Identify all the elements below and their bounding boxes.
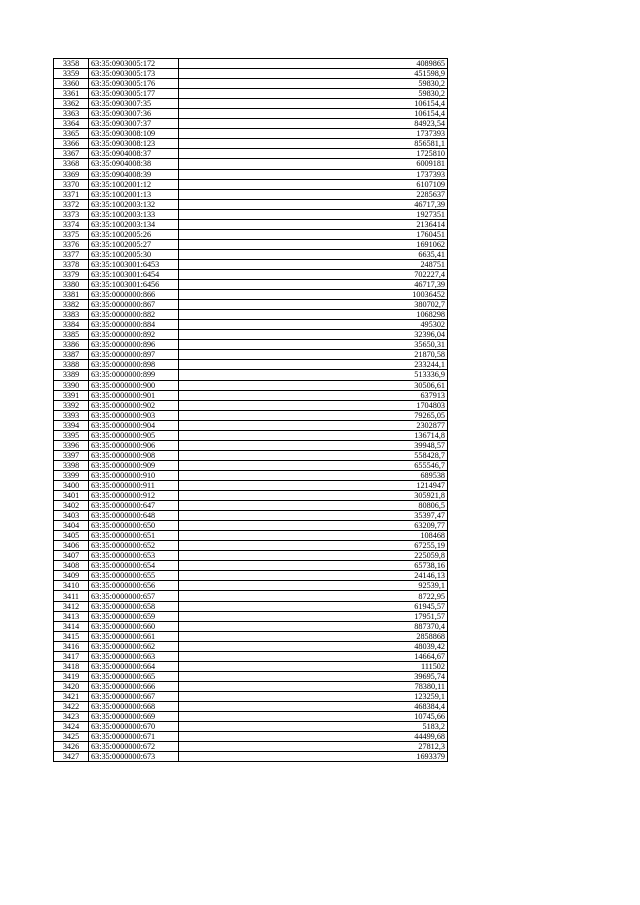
cadastral-number-cell: 63:35:0000000:667: [89, 691, 179, 701]
table-row: [54, 722, 448, 732]
row-number-cell: 3375: [54, 229, 89, 239]
cadastral-number-cell: 63:35:0903005:172: [89, 59, 179, 69]
row-number-cell: 3371: [54, 189, 89, 199]
table-row: [54, 300, 448, 310]
cadastral-number-cell: 63:35:0000000:904: [89, 420, 179, 430]
cadastral-number-cell: 63:35:1002003:134: [89, 219, 179, 229]
value-cell: 655546,7: [179, 460, 448, 470]
row-number-cell: 3395: [54, 430, 89, 440]
value-cell: 46717,39: [179, 280, 448, 290]
table-row: [54, 661, 448, 671]
table-row: [54, 611, 448, 621]
value-cell: 32396,04: [179, 330, 448, 340]
value-cell: 1725810: [179, 149, 448, 159]
value-cell: 17951,57: [179, 611, 448, 621]
row-number-cell: 3413: [54, 611, 89, 621]
cadastral-number-cell: 63:35:0000000:654: [89, 561, 179, 571]
cadastral-number-cell: 63:35:0903007:37: [89, 119, 179, 129]
table-row: [54, 581, 448, 591]
table-row: [54, 450, 448, 460]
row-number-cell: 3382: [54, 300, 89, 310]
value-cell: 8722,95: [179, 591, 448, 601]
table-row: [54, 470, 448, 480]
cadastral-number-cell: 63:35:0000000:899: [89, 370, 179, 380]
row-number-cell: 3423: [54, 712, 89, 722]
cadastral-number-cell: 63:35:0903007:36: [89, 109, 179, 119]
row-number-cell: 3427: [54, 752, 89, 762]
value-cell: 59830,2: [179, 79, 448, 89]
table-row: [54, 239, 448, 249]
cadastral-number-cell: 63:35:0903008:109: [89, 129, 179, 139]
row-number-cell: 3367: [54, 149, 89, 159]
row-number-cell: 3391: [54, 390, 89, 400]
cadastral-number-cell: 63:35:0000000:900: [89, 380, 179, 390]
value-cell: 1691062: [179, 239, 448, 249]
value-cell: 48039,42: [179, 641, 448, 651]
row-number-cell: 3405: [54, 531, 89, 541]
row-number-cell: 3366: [54, 139, 89, 149]
table-row: [54, 219, 448, 229]
cadastral-number-cell: 63:35:0000000:659: [89, 611, 179, 621]
value-cell: 1214947: [179, 480, 448, 490]
table-row: [54, 591, 448, 601]
value-cell: 21870,58: [179, 350, 448, 360]
cadastral-number-cell: 63:35:0000000:656: [89, 581, 179, 591]
value-cell: 1693379: [179, 752, 448, 762]
table-row: [54, 551, 448, 561]
row-number-cell: 3402: [54, 501, 89, 511]
row-number-cell: 3393: [54, 410, 89, 420]
table-row: [54, 671, 448, 681]
row-number-cell: 3418: [54, 661, 89, 671]
value-cell: 495302: [179, 320, 448, 330]
row-number-cell: 3397: [54, 450, 89, 460]
cadastral-number-cell: 63:35:0000000:663: [89, 651, 179, 661]
value-cell: 305921,8: [179, 491, 448, 501]
value-cell: 1927351: [179, 209, 448, 219]
value-cell: 123259,1: [179, 691, 448, 701]
row-number-cell: 3411: [54, 591, 89, 601]
table-row: [54, 601, 448, 611]
table-row: [54, 259, 448, 269]
cadastral-number-cell: 63:35:0000000:672: [89, 742, 179, 752]
table-row: [54, 199, 448, 209]
table-row: [54, 209, 448, 219]
table-row: [54, 129, 448, 139]
table-row: [54, 480, 448, 490]
table-row: [54, 561, 448, 571]
value-cell: 106154,4: [179, 99, 448, 109]
cadastral-number-cell: 63:35:1002001:13: [89, 189, 179, 199]
value-cell: 248751: [179, 259, 448, 269]
cadastral-number-cell: 63:35:0000000:903: [89, 410, 179, 420]
cadastral-number-cell: 63:35:0000000:650: [89, 521, 179, 531]
table-row: [54, 420, 448, 430]
table-row: [54, 189, 448, 199]
row-number-cell: 3380: [54, 280, 89, 290]
cadastral-number-cell: 63:35:0903005:176: [89, 79, 179, 89]
table-row: [54, 109, 448, 119]
table-row: [54, 179, 448, 189]
row-number-cell: 3412: [54, 601, 89, 611]
row-number-cell: 3420: [54, 681, 89, 691]
value-cell: 513336,9: [179, 370, 448, 380]
row-number-cell: 3390: [54, 380, 89, 390]
value-cell: 92539,1: [179, 581, 448, 591]
cadastral-number-cell: 63:35:0904008:38: [89, 159, 179, 169]
value-cell: 6009181: [179, 159, 448, 169]
table-row: [54, 440, 448, 450]
row-number-cell: 3373: [54, 209, 89, 219]
value-cell: 106154,4: [179, 109, 448, 119]
value-cell: 637913: [179, 390, 448, 400]
table-row: [54, 79, 448, 89]
cadastral-value-table: [53, 58, 448, 762]
value-cell: 67255,19: [179, 541, 448, 551]
value-cell: 856581,1: [179, 139, 448, 149]
cadastral-number-cell: 63:35:1002005:26: [89, 229, 179, 239]
row-number-cell: 3361: [54, 89, 89, 99]
value-cell: 44499,68: [179, 732, 448, 742]
value-cell: 46717,39: [179, 199, 448, 209]
row-number-cell: 3386: [54, 340, 89, 350]
value-cell: 30506,61: [179, 380, 448, 390]
cadastral-number-cell: 63:35:0000000:902: [89, 400, 179, 410]
table-row: [54, 99, 448, 109]
value-cell: 2858868: [179, 631, 448, 641]
cadastral-number-cell: 63:35:0904008:39: [89, 169, 179, 179]
cadastral-number-cell: 63:35:0000000:905: [89, 430, 179, 440]
cadastral-number-cell: 63:35:0000000:655: [89, 571, 179, 581]
cadastral-number-cell: 63:35:0000000:912: [89, 491, 179, 501]
row-number-cell: 3392: [54, 400, 89, 410]
value-cell: 5183,2: [179, 722, 448, 732]
cadastral-number-cell: 63:35:1003001:6454: [89, 269, 179, 279]
value-cell: 1737393: [179, 129, 448, 139]
table-row: [54, 229, 448, 239]
row-number-cell: 3424: [54, 722, 89, 732]
cadastral-number-cell: 63:35:0000000:669: [89, 712, 179, 722]
row-number-cell: 3360: [54, 79, 89, 89]
row-number-cell: 3363: [54, 109, 89, 119]
row-number-cell: 3416: [54, 641, 89, 651]
table-row: [54, 330, 448, 340]
value-cell: 1068298: [179, 310, 448, 320]
value-cell: 10036452: [179, 290, 448, 300]
table-row: [54, 641, 448, 651]
value-cell: 35397,47: [179, 511, 448, 521]
cadastral-number-cell: 63:35:0000000:909: [89, 460, 179, 470]
value-cell: 84923,54: [179, 119, 448, 129]
row-number-cell: 3387: [54, 350, 89, 360]
row-number-cell: 3372: [54, 199, 89, 209]
cadastral-number-cell: 63:35:0000000:882: [89, 310, 179, 320]
row-number-cell: 3401: [54, 491, 89, 501]
row-number-cell: 3359: [54, 69, 89, 79]
value-cell: 61945,57: [179, 601, 448, 611]
cadastral-number-cell: 63:35:0000000:911: [89, 480, 179, 490]
table-row: [54, 350, 448, 360]
value-cell: 451598,9: [179, 69, 448, 79]
row-number-cell: 3364: [54, 119, 89, 129]
row-number-cell: 3400: [54, 480, 89, 490]
row-number-cell: 3362: [54, 99, 89, 109]
row-number-cell: 3426: [54, 742, 89, 752]
row-number-cell: 3410: [54, 581, 89, 591]
value-cell: 225059,8: [179, 551, 448, 561]
row-number-cell: 3388: [54, 360, 89, 370]
cadastral-number-cell: 63:35:0000000:652: [89, 541, 179, 551]
value-cell: 2136414: [179, 219, 448, 229]
cadastral-number-cell: 63:35:0000000:653: [89, 551, 179, 561]
value-cell: 233244,1: [179, 360, 448, 370]
value-cell: 111502: [179, 661, 448, 671]
cadastral-number-cell: 63:35:0000000:651: [89, 531, 179, 541]
value-cell: 24146,13: [179, 571, 448, 581]
row-number-cell: 3403: [54, 511, 89, 521]
value-cell: 65738,16: [179, 561, 448, 571]
table-row: [54, 290, 448, 300]
value-cell: 136714,8: [179, 430, 448, 440]
row-number-cell: 3415: [54, 631, 89, 641]
row-number-cell: 3409: [54, 571, 89, 581]
row-number-cell: 3394: [54, 420, 89, 430]
row-number-cell: 3369: [54, 169, 89, 179]
table-row: [54, 280, 448, 290]
row-number-cell: 3404: [54, 521, 89, 531]
value-cell: 2302877: [179, 420, 448, 430]
cadastral-number-cell: 63:35:0000000:908: [89, 450, 179, 460]
cadastral-number-cell: 63:35:1002001:12: [89, 179, 179, 189]
cadastral-number-cell: 63:35:0000000:892: [89, 330, 179, 340]
table-row: [54, 139, 448, 149]
row-number-cell: 3377: [54, 249, 89, 259]
table-row: [54, 119, 448, 129]
table-row: [54, 460, 448, 470]
table-row: [54, 380, 448, 390]
table-row: [54, 169, 448, 179]
row-number-cell: 3384: [54, 320, 89, 330]
cadastral-number-cell: 63:35:0000000:648: [89, 511, 179, 521]
row-number-cell: 3381: [54, 290, 89, 300]
table-row: [54, 310, 448, 320]
table-row: [54, 149, 448, 159]
row-number-cell: 3417: [54, 651, 89, 661]
table-body: [54, 59, 448, 762]
cadastral-number-cell: 63:35:0000000:670: [89, 722, 179, 732]
value-cell: 79265,05: [179, 410, 448, 420]
cadastral-number-cell: 63:35:1003001:6453: [89, 259, 179, 269]
cadastral-number-cell: 63:35:1002003:132: [89, 199, 179, 209]
table-row: [54, 531, 448, 541]
cadastral-number-cell: 63:35:1002005:27: [89, 239, 179, 249]
row-number-cell: 3389: [54, 370, 89, 380]
cadastral-number-cell: 63:35:0000000:666: [89, 681, 179, 691]
cadastral-number-cell: 63:35:0000000:661: [89, 631, 179, 641]
row-number-cell: 3414: [54, 621, 89, 631]
table-row: [54, 712, 448, 722]
value-cell: 14664,67: [179, 651, 448, 661]
value-cell: 1704803: [179, 400, 448, 410]
cadastral-number-cell: 63:35:0000000:896: [89, 340, 179, 350]
table-row: [54, 681, 448, 691]
row-number-cell: 3368: [54, 159, 89, 169]
table-row: [54, 390, 448, 400]
row-number-cell: 3385: [54, 330, 89, 340]
value-cell: 702227,4: [179, 269, 448, 279]
cadastral-number-cell: 63:35:0903005:177: [89, 89, 179, 99]
row-number-cell: 3421: [54, 691, 89, 701]
row-number-cell: 3365: [54, 129, 89, 139]
value-cell: 10745,66: [179, 712, 448, 722]
cadastral-number-cell: 63:35:0000000:897: [89, 350, 179, 360]
value-cell: 39948,57: [179, 440, 448, 450]
value-cell: 887370,4: [179, 621, 448, 631]
row-number-cell: 3419: [54, 671, 89, 681]
table-row: [54, 621, 448, 631]
row-number-cell: 3406: [54, 541, 89, 551]
cadastral-number-cell: 63:35:0000000:671: [89, 732, 179, 742]
value-cell: 1760451: [179, 229, 448, 239]
table-row: [54, 501, 448, 511]
row-number-cell: 3398: [54, 460, 89, 470]
value-cell: 63209,77: [179, 521, 448, 531]
table-row: [54, 269, 448, 279]
value-cell: 1737393: [179, 169, 448, 179]
table-row: [54, 732, 448, 742]
value-cell: 4089865: [179, 59, 448, 69]
cadastral-number-cell: 63:35:1002005:30: [89, 249, 179, 259]
cadastral-number-cell: 63:35:0000000:662: [89, 641, 179, 651]
table-row: [54, 360, 448, 370]
table-row: [54, 410, 448, 420]
table-row: [54, 59, 448, 69]
table-row: [54, 631, 448, 641]
cadastral-number-cell: 63:35:0903008:123: [89, 139, 179, 149]
row-number-cell: 3370: [54, 179, 89, 189]
row-number-cell: 3378: [54, 259, 89, 269]
cadastral-number-cell: 63:35:0000000:657: [89, 591, 179, 601]
cadastral-number-cell: 63:35:0000000:910: [89, 470, 179, 480]
value-cell: 6107109: [179, 179, 448, 189]
row-number-cell: 3396: [54, 440, 89, 450]
row-number-cell: 3376: [54, 239, 89, 249]
row-number-cell: 3408: [54, 561, 89, 571]
value-cell: 380702,7: [179, 300, 448, 310]
value-cell: 468384,4: [179, 702, 448, 712]
table-row: [54, 340, 448, 350]
row-number-cell: 3399: [54, 470, 89, 480]
cadastral-number-cell: 63:35:0000000:866: [89, 290, 179, 300]
cadastral-number-cell: 63:35:0000000:658: [89, 601, 179, 611]
cadastral-number-cell: 63:35:1002003:133: [89, 209, 179, 219]
row-number-cell: 3422: [54, 702, 89, 712]
table-row: [54, 370, 448, 380]
table-row: [54, 89, 448, 99]
table-row: [54, 249, 448, 259]
table-row: [54, 320, 448, 330]
value-cell: 108468: [179, 531, 448, 541]
table-row: [54, 742, 448, 752]
table-row: [54, 69, 448, 79]
table-row: [54, 651, 448, 661]
value-cell: 6635,41: [179, 249, 448, 259]
cadastral-number-cell: 63:35:0000000:664: [89, 661, 179, 671]
table-row: [54, 430, 448, 440]
cadastral-number-cell: 63:35:0000000:660: [89, 621, 179, 631]
table-row: [54, 491, 448, 501]
value-cell: 80806,5: [179, 501, 448, 511]
table-row: [54, 691, 448, 701]
value-cell: 39695,74: [179, 671, 448, 681]
row-number-cell: 3383: [54, 310, 89, 320]
row-number-cell: 3425: [54, 732, 89, 742]
table-row: [54, 511, 448, 521]
value-cell: 689538: [179, 470, 448, 480]
value-cell: 558428,7: [179, 450, 448, 460]
table-row: [54, 521, 448, 531]
table-row: [54, 541, 448, 551]
value-cell: 78380,11: [179, 681, 448, 691]
cadastral-number-cell: 63:35:0000000:906: [89, 440, 179, 450]
cadastral-number-cell: 63:35:0903007:35: [89, 99, 179, 109]
cadastral-number-cell: 63:35:0904008:37: [89, 149, 179, 159]
row-number-cell: 3407: [54, 551, 89, 561]
value-cell: 27812,3: [179, 742, 448, 752]
table-row: [54, 702, 448, 712]
value-cell: 59830,2: [179, 89, 448, 99]
row-number-cell: 3374: [54, 219, 89, 229]
table-row: [54, 400, 448, 410]
table-row: [54, 752, 448, 762]
cadastral-number-cell: 63:35:0000000:884: [89, 320, 179, 330]
cadastral-number-cell: 63:35:0000000:647: [89, 501, 179, 511]
cadastral-number-cell: 63:35:0000000:665: [89, 671, 179, 681]
table-row: [54, 159, 448, 169]
cadastral-number-cell: 63:35:0000000:898: [89, 360, 179, 370]
cadastral-number-cell: 63:35:0000000:668: [89, 702, 179, 712]
row-number-cell: 3358: [54, 59, 89, 69]
cadastral-number-cell: 63:35:0000000:901: [89, 390, 179, 400]
value-cell: 35650,31: [179, 340, 448, 350]
table-row: [54, 571, 448, 581]
cadastral-number-cell: 63:35:1003001:6456: [89, 280, 179, 290]
cadastral-number-cell: 63:35:0000000:867: [89, 300, 179, 310]
row-number-cell: 3379: [54, 269, 89, 279]
cadastral-number-cell: 63:35:0903005:173: [89, 69, 179, 79]
cadastral-number-cell: 63:35:0000000:673: [89, 752, 179, 762]
value-cell: 2285637: [179, 189, 448, 199]
